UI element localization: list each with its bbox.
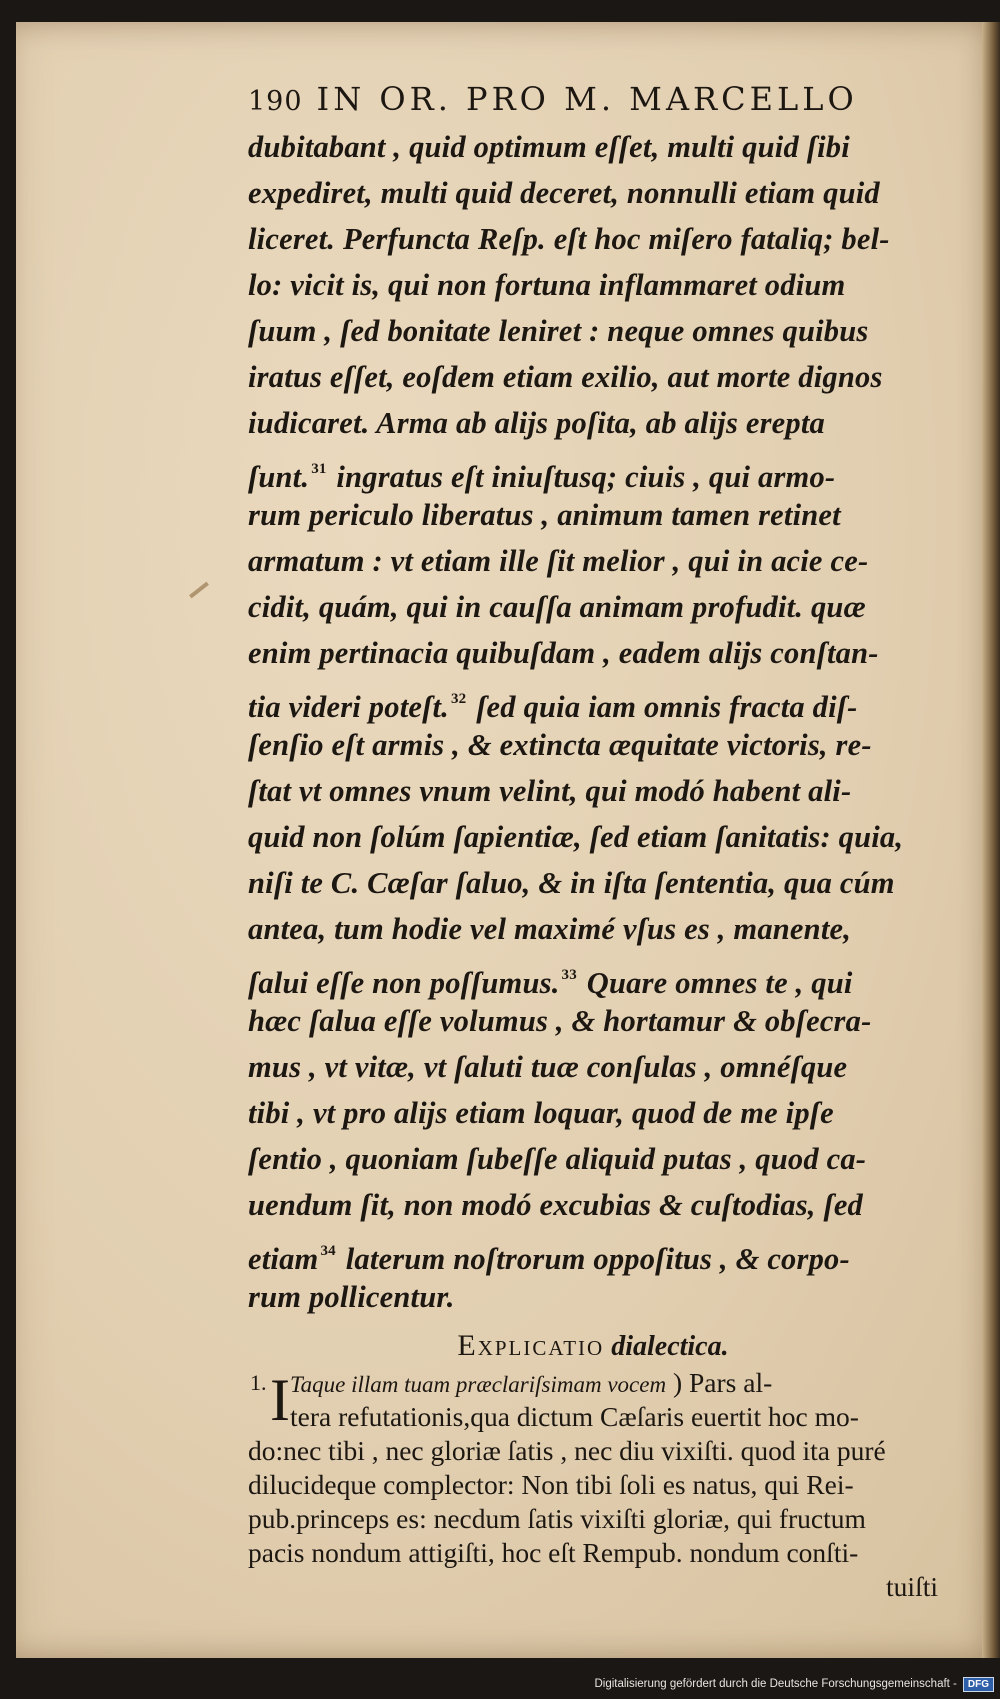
oration-text <box>248 124 938 1320</box>
page-number: 190 <box>248 86 303 117</box>
text-segment: ſunt. <box>248 460 310 494</box>
text-line: rum pollicentur. <box>248 1280 455 1314</box>
text-line: liceret. Perfuncta Reſp. eſt hoc miſero fataliq; bel- <box>248 222 890 256</box>
text-line <box>248 676 938 722</box>
text-line: ſenſio eſt armis , & extincta æquitate victoris, re- <box>248 728 872 762</box>
running-header <box>248 76 938 122</box>
text-line: iudicaret. Arma ab alijs poſita, ab alijs erepta <box>248 406 825 440</box>
text-line: mus , vt vitæ, vt ſaluti tuæ conſulas , omnéſque <box>248 1050 848 1084</box>
text-line: lo: vicit is, qui non fortuna inflammaret odium <box>248 268 846 302</box>
text-line: rum periculo liberatus , animum tamen retinet <box>248 498 841 532</box>
note-marker: 31 <box>311 461 327 477</box>
text-line <box>248 1228 938 1274</box>
text-segment: ſed quia iam omnis fracta diſ- <box>476 690 858 724</box>
note-marker: 34 <box>320 1243 336 1259</box>
page-content <box>248 76 938 1604</box>
note-marker: 33 <box>561 967 577 983</box>
text-line: ſuum , ſed bonitate leniret : neque omnes quibus <box>248 314 869 348</box>
text-segment: tia videri poteſt. <box>248 690 449 724</box>
text-line <box>248 952 938 998</box>
text-segment: ingratus eſt iniuſtusq; ciuis , qui armo- <box>336 460 836 494</box>
text-line: iratus eſſet, eoſdem etiam exilio, aut morte dignos <box>248 360 883 394</box>
text-line: dilucideque complector: Non tibi ſoli es natus, qui Rei- <box>248 1469 854 1500</box>
commentary-text <box>248 1366 938 1604</box>
text-line: uendum ſit, non modó excubias & cuſtodias, ſed <box>248 1188 864 1222</box>
text-segment: etiam <box>248 1242 319 1276</box>
lemma: Taque illam tuam præclariſsimam vocem <box>290 1372 667 1397</box>
text-line: pacis nondum attigiſti, hoc eſt Rempub. nondum conſti- <box>248 1537 859 1568</box>
text-line: do:nec tibi , nec gloriæ ſatis , nec diu vixiſti. quod ita puré <box>248 1435 886 1466</box>
text-line: tera refutationis,qua dictum Cæſaris euertit hoc mo- <box>290 1401 859 1432</box>
drop-initial: I <box>270 1367 290 1433</box>
text-segment: ſalui eſſe non poſſumus. <box>248 966 560 1000</box>
text-line: niſi te C. Cæſar ſaluo, & in iſta ſententia, qua cúm <box>248 866 895 900</box>
text-line: hæc ſalua eſſe volumus , & hortamur & obſecra- <box>248 1004 872 1038</box>
digitization-footer <box>594 1673 994 1695</box>
note-marker: 32 <box>450 691 467 707</box>
book-spine-edge <box>982 22 1000 1658</box>
text-line: ſtat vt omnes vnum velint, qui modó habent ali- <box>248 774 852 808</box>
text-line: quid non ſolúm ſapientiæ, ſed etiam ſanitatis: quia, <box>248 820 904 854</box>
text-line: cidit, quám, qui in cauſſa animam profudit. quæ <box>248 590 866 624</box>
text-line: enim pertinacia quibuſdam , eadem alijs conſtan- <box>248 636 879 670</box>
commentary-number: 1. <box>250 1370 267 1395</box>
heading-italic: dialectica. <box>611 1331 729 1362</box>
text-line: antea, tum hodie vel maximé vſus es , manente, <box>248 912 852 946</box>
text-segment: Quare omnes te , qui <box>586 966 853 1000</box>
text-line: armatum : vt etiam ille ſit melior , qui in acie ce- <box>248 544 869 578</box>
text-segment: ) Pars al- <box>672 1367 773 1398</box>
text-line <box>248 446 938 492</box>
text-line: ſentio , quoniam ſubeſſe aliquid putas , quod ca- <box>248 1142 867 1176</box>
text-line: pub.princeps es: necdum ſatis vixiſti gloriæ, qui fructum <box>248 1503 866 1534</box>
text-segment: laterum noſtrorum oppoſitus , & corpo- <box>345 1242 850 1276</box>
catchword: tuiſti <box>886 1571 938 1602</box>
section-heading <box>248 1320 938 1366</box>
text-line: expediret, multi quid deceret, nonnulli etiam quid <box>248 176 880 210</box>
dfg-logo: DFG <box>963 1677 994 1692</box>
running-title: IN OR. PRO M. MARCELLO <box>316 80 858 118</box>
footer-text: Digitalisierung gefördert durch die Deutsche Forschungsgemeinschaft - <box>594 1678 957 1690</box>
text-line: dubitabant , quid optimum eſſet, multi quid ſibi <box>248 130 850 164</box>
text-line: tibi , vt pro alijs etiam loquar, quod de me ipſe <box>248 1096 834 1130</box>
heading-caps: Explicatio <box>457 1329 605 1362</box>
